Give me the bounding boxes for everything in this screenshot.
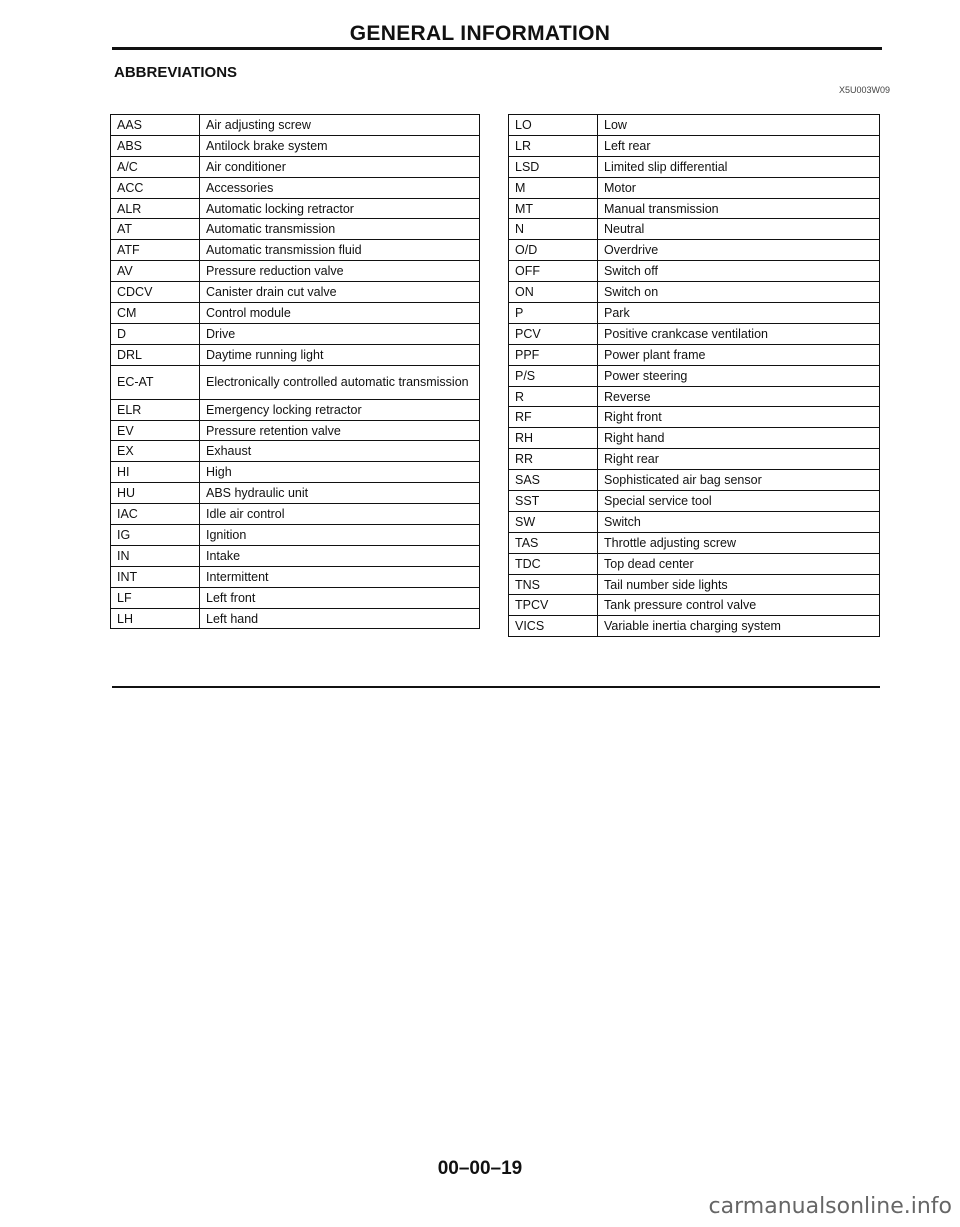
abbreviation-cell: ON [509, 282, 598, 303]
abbreviation-cell: PPF [509, 344, 598, 365]
meaning-cell: Right hand [598, 428, 880, 449]
table-row [111, 282, 480, 303]
meaning-cell: High [200, 462, 480, 483]
meaning-cell: Tank pressure control valve [598, 595, 880, 616]
section-title: ABBREVIATIONS [114, 64, 238, 81]
table-row [111, 420, 480, 441]
meaning-cell: Park [598, 303, 880, 324]
abbreviation-cell: IG [111, 525, 200, 546]
meaning-cell: Sophisticated air bag sensor [598, 470, 880, 491]
abbreviation-cell: LO [509, 115, 598, 136]
abbreviation-cell: INT [111, 566, 200, 587]
abbreviation-cell: VICS [509, 616, 598, 637]
abbreviation-cell: HU [111, 483, 200, 504]
table-row [111, 504, 480, 525]
abbreviation-cell: LF [111, 587, 200, 608]
meaning-cell: Intake [200, 545, 480, 566]
table-row [509, 449, 880, 470]
table-row [111, 587, 480, 608]
document-code: X5U003W09 [838, 85, 890, 95]
meaning-cell: Positive crankcase ventilation [598, 323, 880, 344]
abbreviation-cell: OFF [509, 261, 598, 282]
meaning-cell: Ignition [200, 525, 480, 546]
meaning-cell: Variable inertia charging system [598, 616, 880, 637]
abbreviation-cell: ABS [111, 135, 200, 156]
meaning-cell: Emergency locking retractor [200, 399, 480, 420]
table-row [509, 491, 880, 512]
abbreviation-cell: PCV [509, 323, 598, 344]
table-row [509, 156, 880, 177]
abbreviation-cell: AAS [111, 115, 200, 136]
table-row [509, 365, 880, 386]
meaning-cell: Idle air control [200, 504, 480, 525]
table-row [111, 566, 480, 587]
meaning-cell: Low [598, 115, 880, 136]
meaning-cell: Left hand [200, 608, 480, 629]
table-row [509, 532, 880, 553]
abbreviation-cell: RR [509, 449, 598, 470]
abbreviation-cell: RF [509, 407, 598, 428]
abbreviations-table-left [110, 114, 480, 629]
table-row [509, 115, 880, 136]
meaning-cell: Exhaust [200, 441, 480, 462]
abbreviation-cell: P/S [509, 365, 598, 386]
table-row [509, 407, 880, 428]
meaning-cell: Tail number side lights [598, 574, 880, 595]
meaning-cell: Right front [598, 407, 880, 428]
abbreviation-cell: EC-AT [111, 365, 200, 399]
abbreviation-cell: D [111, 323, 200, 344]
abbreviation-cell: P [509, 303, 598, 324]
table-row [509, 177, 880, 198]
table-row [509, 282, 880, 303]
abbreviation-cell: N [509, 219, 598, 240]
meaning-cell: Overdrive [598, 240, 880, 261]
table-row [509, 511, 880, 532]
table-row [509, 428, 880, 449]
meaning-cell: ABS hydraulic unit [200, 483, 480, 504]
abbreviation-cell: IAC [111, 504, 200, 525]
meaning-cell: Switch off [598, 261, 880, 282]
table-row [509, 303, 880, 324]
abbreviation-cell: ATF [111, 240, 200, 261]
table-row [509, 135, 880, 156]
table-row [111, 483, 480, 504]
meaning-cell: Switch on [598, 282, 880, 303]
abbreviation-cell: O/D [509, 240, 598, 261]
table-row [509, 344, 880, 365]
abbreviation-cell: TPCV [509, 595, 598, 616]
meaning-cell: Motor [598, 177, 880, 198]
table-row [111, 240, 480, 261]
abbreviations-table-right [508, 114, 880, 637]
table-row [509, 261, 880, 282]
abbreviation-cell: MT [509, 198, 598, 219]
abbreviation-cell: SW [509, 511, 598, 532]
meaning-cell: Drive [200, 323, 480, 344]
meaning-cell: Neutral [598, 219, 880, 240]
page-number: 00–00–19 [437, 1158, 523, 1179]
table-row [509, 219, 880, 240]
table-row [509, 616, 880, 637]
abbreviation-cell: EX [111, 441, 200, 462]
meaning-cell: Reverse [598, 386, 880, 407]
meaning-cell: Power steering [598, 365, 880, 386]
table-row [509, 553, 880, 574]
abbreviation-cell: AV [111, 261, 200, 282]
abbreviation-cell: M [509, 177, 598, 198]
table-row [111, 219, 480, 240]
table-row [509, 323, 880, 344]
meaning-cell: Canister drain cut valve [200, 282, 480, 303]
abbreviation-cell: CM [111, 303, 200, 324]
table-row [111, 525, 480, 546]
abbreviation-cell: CDCV [111, 282, 200, 303]
meaning-cell: Manual transmission [598, 198, 880, 219]
abbreviation-cell: HI [111, 462, 200, 483]
meaning-cell: Limited slip differential [598, 156, 880, 177]
abbreviation-cell: DRL [111, 344, 200, 365]
meaning-cell: Air adjusting screw [200, 115, 480, 136]
meaning-cell: Daytime running light [200, 344, 480, 365]
table-row [111, 198, 480, 219]
meaning-cell: Switch [598, 511, 880, 532]
meaning-cell: Air conditioner [200, 156, 480, 177]
abbreviation-cell: AT [111, 219, 200, 240]
meaning-cell: Pressure retention valve [200, 420, 480, 441]
table-row [111, 156, 480, 177]
meaning-cell: Special service tool [598, 491, 880, 512]
table-row [111, 115, 480, 136]
meaning-cell: Left front [200, 587, 480, 608]
abbreviation-cell: RH [509, 428, 598, 449]
meaning-cell: Accessories [200, 177, 480, 198]
table-row [111, 441, 480, 462]
abbreviation-cell: LR [509, 135, 598, 156]
meaning-cell: Right rear [598, 449, 880, 470]
abbreviation-cell: SST [509, 491, 598, 512]
meaning-cell: Left rear [598, 135, 880, 156]
abbreviation-cell: ACC [111, 177, 200, 198]
table-row [111, 177, 480, 198]
abbreviation-cell: LSD [509, 156, 598, 177]
table-row [111, 365, 480, 399]
table-row [111, 344, 480, 365]
abbreviation-cell: TDC [509, 553, 598, 574]
table-row [509, 595, 880, 616]
table-row [509, 198, 880, 219]
table-row [111, 608, 480, 629]
footer-rule [112, 686, 880, 688]
table-row [111, 135, 480, 156]
abbreviation-cell: TAS [509, 532, 598, 553]
meaning-cell: Control module [200, 303, 480, 324]
table-row [111, 261, 480, 282]
meaning-cell: Power plant frame [598, 344, 880, 365]
abbreviation-cell: TNS [509, 574, 598, 595]
table-row [111, 399, 480, 420]
meaning-cell: Top dead center [598, 553, 880, 574]
header-rule [112, 47, 882, 50]
abbreviation-cell: EV [111, 420, 200, 441]
abbreviation-cell: IN [111, 545, 200, 566]
meaning-cell: Throttle adjusting screw [598, 532, 880, 553]
table-row [111, 462, 480, 483]
abbreviation-cell: ALR [111, 198, 200, 219]
table-row [509, 240, 880, 261]
table-row [509, 574, 880, 595]
meaning-cell: Automatic locking retractor [200, 198, 480, 219]
meaning-cell: Automatic transmission [200, 219, 480, 240]
table-row [111, 303, 480, 324]
table-row [509, 386, 880, 407]
abbreviation-cell: SAS [509, 470, 598, 491]
meaning-cell: Electronically controlled automatic transmission [200, 365, 480, 399]
abbreviation-cell: A/C [111, 156, 200, 177]
watermark-text[interactable]: carmanualsonline.info [708, 1194, 952, 1219]
meaning-cell: Automatic transmission fluid [200, 240, 480, 261]
abbreviation-cell: LH [111, 608, 200, 629]
table-row [111, 545, 480, 566]
meaning-cell: Pressure reduction valve [200, 261, 480, 282]
abbreviation-cell: R [509, 386, 598, 407]
abbreviation-cell: ELR [111, 399, 200, 420]
meaning-cell: Intermittent [200, 566, 480, 587]
table-row [509, 470, 880, 491]
page-header-title: GENERAL INFORMATION [349, 22, 611, 45]
meaning-cell: Antilock brake system [200, 135, 480, 156]
table-row [111, 323, 480, 344]
